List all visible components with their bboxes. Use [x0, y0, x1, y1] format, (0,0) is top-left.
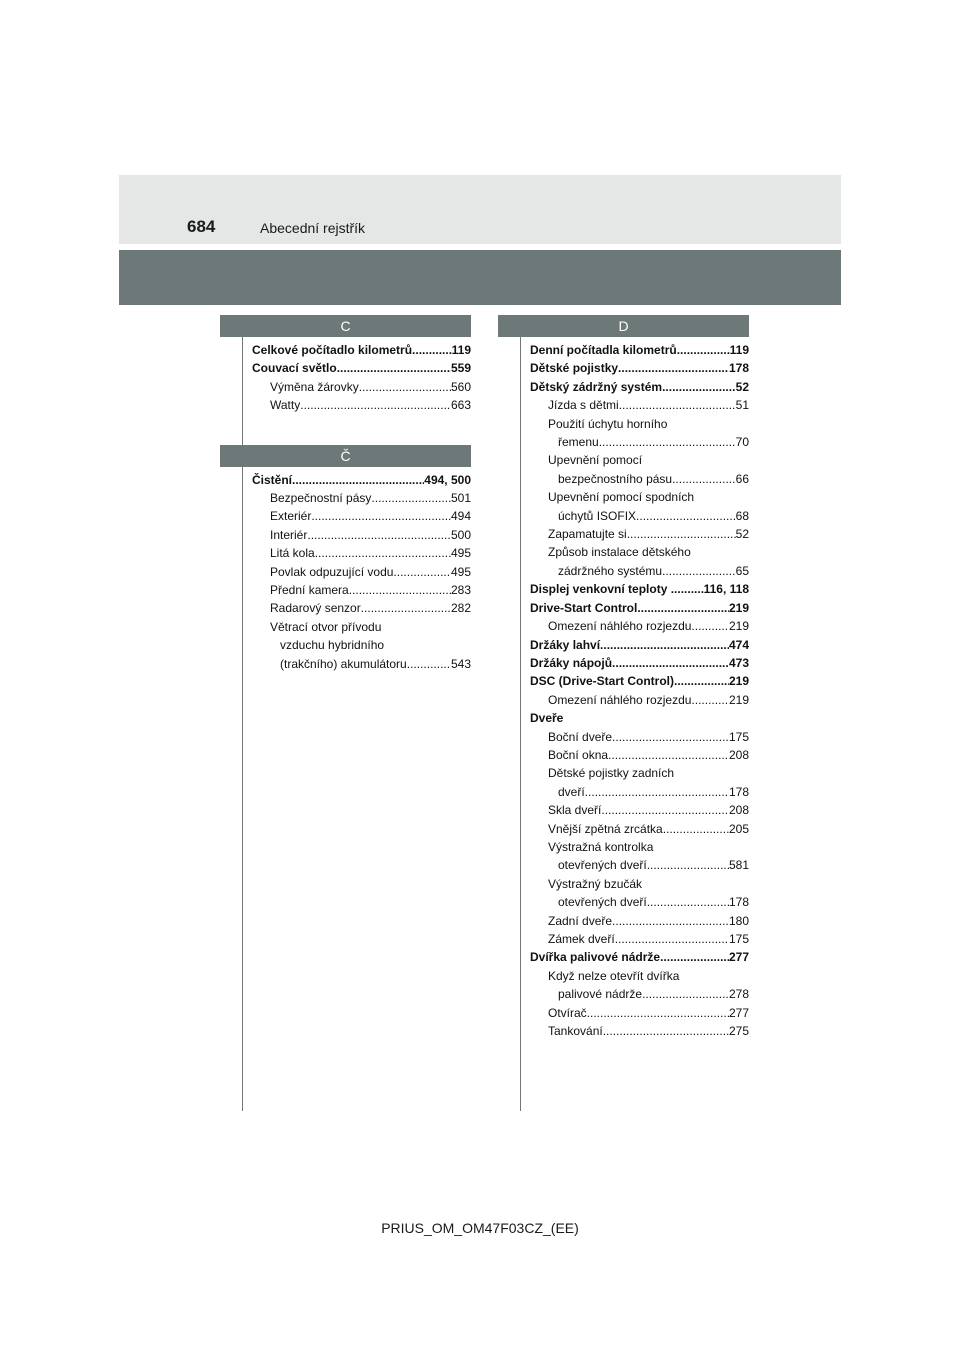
index-subentry: Interiér ..... 500: [252, 526, 471, 544]
index-subentry-line: Když nelze otevřít dvířka: [548, 968, 680, 983]
index-subentry: Zámek dveří ..... 175: [530, 930, 749, 948]
index-subentry: Watty ..... 663: [252, 396, 471, 414]
index-column-right: [498, 315, 749, 1040]
index-subentry-line: Upevnění pomocí: [548, 453, 643, 468]
index-subentry-line: Upevnění pomocí spodních: [548, 490, 695, 505]
index-subentry: Boční dveře ..... 175: [530, 728, 749, 746]
section-title: Abecední rejstřík: [260, 220, 366, 236]
index-subentry: zádržného systému ..... 65: [530, 562, 749, 580]
index-entry: DSC (Drive-Start Control) ..... 219: [530, 672, 749, 690]
index-subentry: řemenu ..... 70: [530, 433, 749, 451]
index-subentry-line: Výstražný bzučák: [548, 876, 643, 891]
index-subentry: palivové nádrže ..... 278: [530, 985, 749, 1003]
index-column-left: [220, 315, 471, 673]
index-subentry: Radarový senzor ..... 282: [252, 599, 471, 617]
index-entry-heading: Dveře: [530, 711, 564, 726]
index-subentry: (trakčního) akumulátoru ..... 543: [252, 655, 471, 673]
index-subentry: úchytů ISOFIX ..... 68: [530, 507, 749, 525]
index-subentry: Bezpečnostní pásy ..... 501: [252, 489, 471, 507]
index-entry: Dětský zádržný systém ..... 52: [530, 378, 749, 396]
index-subentry-line: vzduchu hybridního: [280, 638, 385, 653]
index-subentry: otevřených dveří ..... 581: [530, 856, 749, 874]
index-subentry: Zapamatujte si ..... 52: [530, 525, 749, 543]
index-subentry: Boční okna ..... 208: [530, 746, 749, 764]
index-entry: Dvířka palivové nádrže ..... 277: [530, 948, 749, 966]
index-subentry: Přední kamera ..... 283: [252, 581, 471, 599]
index-subentry: Exteriér ..... 494: [252, 507, 471, 525]
index-subentry: Skla dveří ..... 208: [530, 801, 749, 819]
index-subentry-line: Použití úchytu horního: [548, 416, 668, 431]
index-subentry-line: Dětské pojistky zadních: [548, 766, 675, 781]
index-entry: Denní počítadla kilometrů ..... 119: [530, 341, 749, 359]
index-entry: Držáky lahví ..... 474: [530, 636, 749, 654]
index-entry: Držáky nápojů ..... 473: [530, 654, 749, 672]
letter-header-d: D: [498, 315, 749, 337]
index-subentry: Vnější zpětná zrcátka ..... 205: [530, 820, 749, 838]
index-subentry: otevřených dveří ..... 178: [530, 893, 749, 911]
index-subentry-line: Výstražná kontrolka: [548, 839, 654, 854]
index-subentry: Povlak odpuzující vodu ..... 495: [252, 563, 471, 581]
index-entry: Celkové počítadlo kilometrů ..... 119: [252, 341, 471, 359]
page-header: [119, 175, 841, 244]
document-code: PRIUS_OM_OM47F03CZ_(EE): [381, 1220, 579, 1236]
index-entry: Dětské pojistky ..... 178: [530, 359, 749, 377]
letter-header-c: C: [220, 315, 471, 337]
index-subentry: bezpečnostního pásu ..... 66: [530, 470, 749, 488]
index-entry: Drive-Start Control ..... 219: [530, 599, 749, 617]
index-entries-c: [220, 337, 471, 415]
index-entry: Čistění ..... 494, 500: [252, 471, 471, 489]
index-subentry: Tankování ..... 275: [530, 1022, 749, 1040]
header-band: [119, 250, 841, 305]
index-subentry: Omezení náhlého rozjezdu ..... 219: [530, 617, 749, 635]
index-subentry: Jízda s dětmi ..... 51: [530, 396, 749, 414]
letter-header-cz: Č: [220, 445, 471, 467]
index-subentry: Otvírač ..... 277: [530, 1004, 749, 1022]
index-subentry-line: Větrací otvor přívodu: [270, 619, 382, 634]
index-subentry: Zadní dveře ..... 180: [530, 912, 749, 930]
index-entries-d: [498, 337, 749, 1040]
index-subentry-line: Způsob instalace dětského: [548, 545, 691, 560]
index-subentry: Litá kola ..... 495: [252, 544, 471, 562]
index-entry: Couvací světlo ..... 559: [252, 359, 471, 377]
index-entries-cz: [220, 467, 471, 673]
index-subentry: Výměna žárovky ..... 560: [252, 378, 471, 396]
page-number: 684: [187, 217, 216, 236]
index-subentry: dveří ..... 178: [530, 783, 749, 801]
index-entry: Displej venkovní teploty . ..... 116, 118: [530, 580, 749, 598]
index-subentry: Omezení náhlého rozjezdu ..... 219: [530, 691, 749, 709]
